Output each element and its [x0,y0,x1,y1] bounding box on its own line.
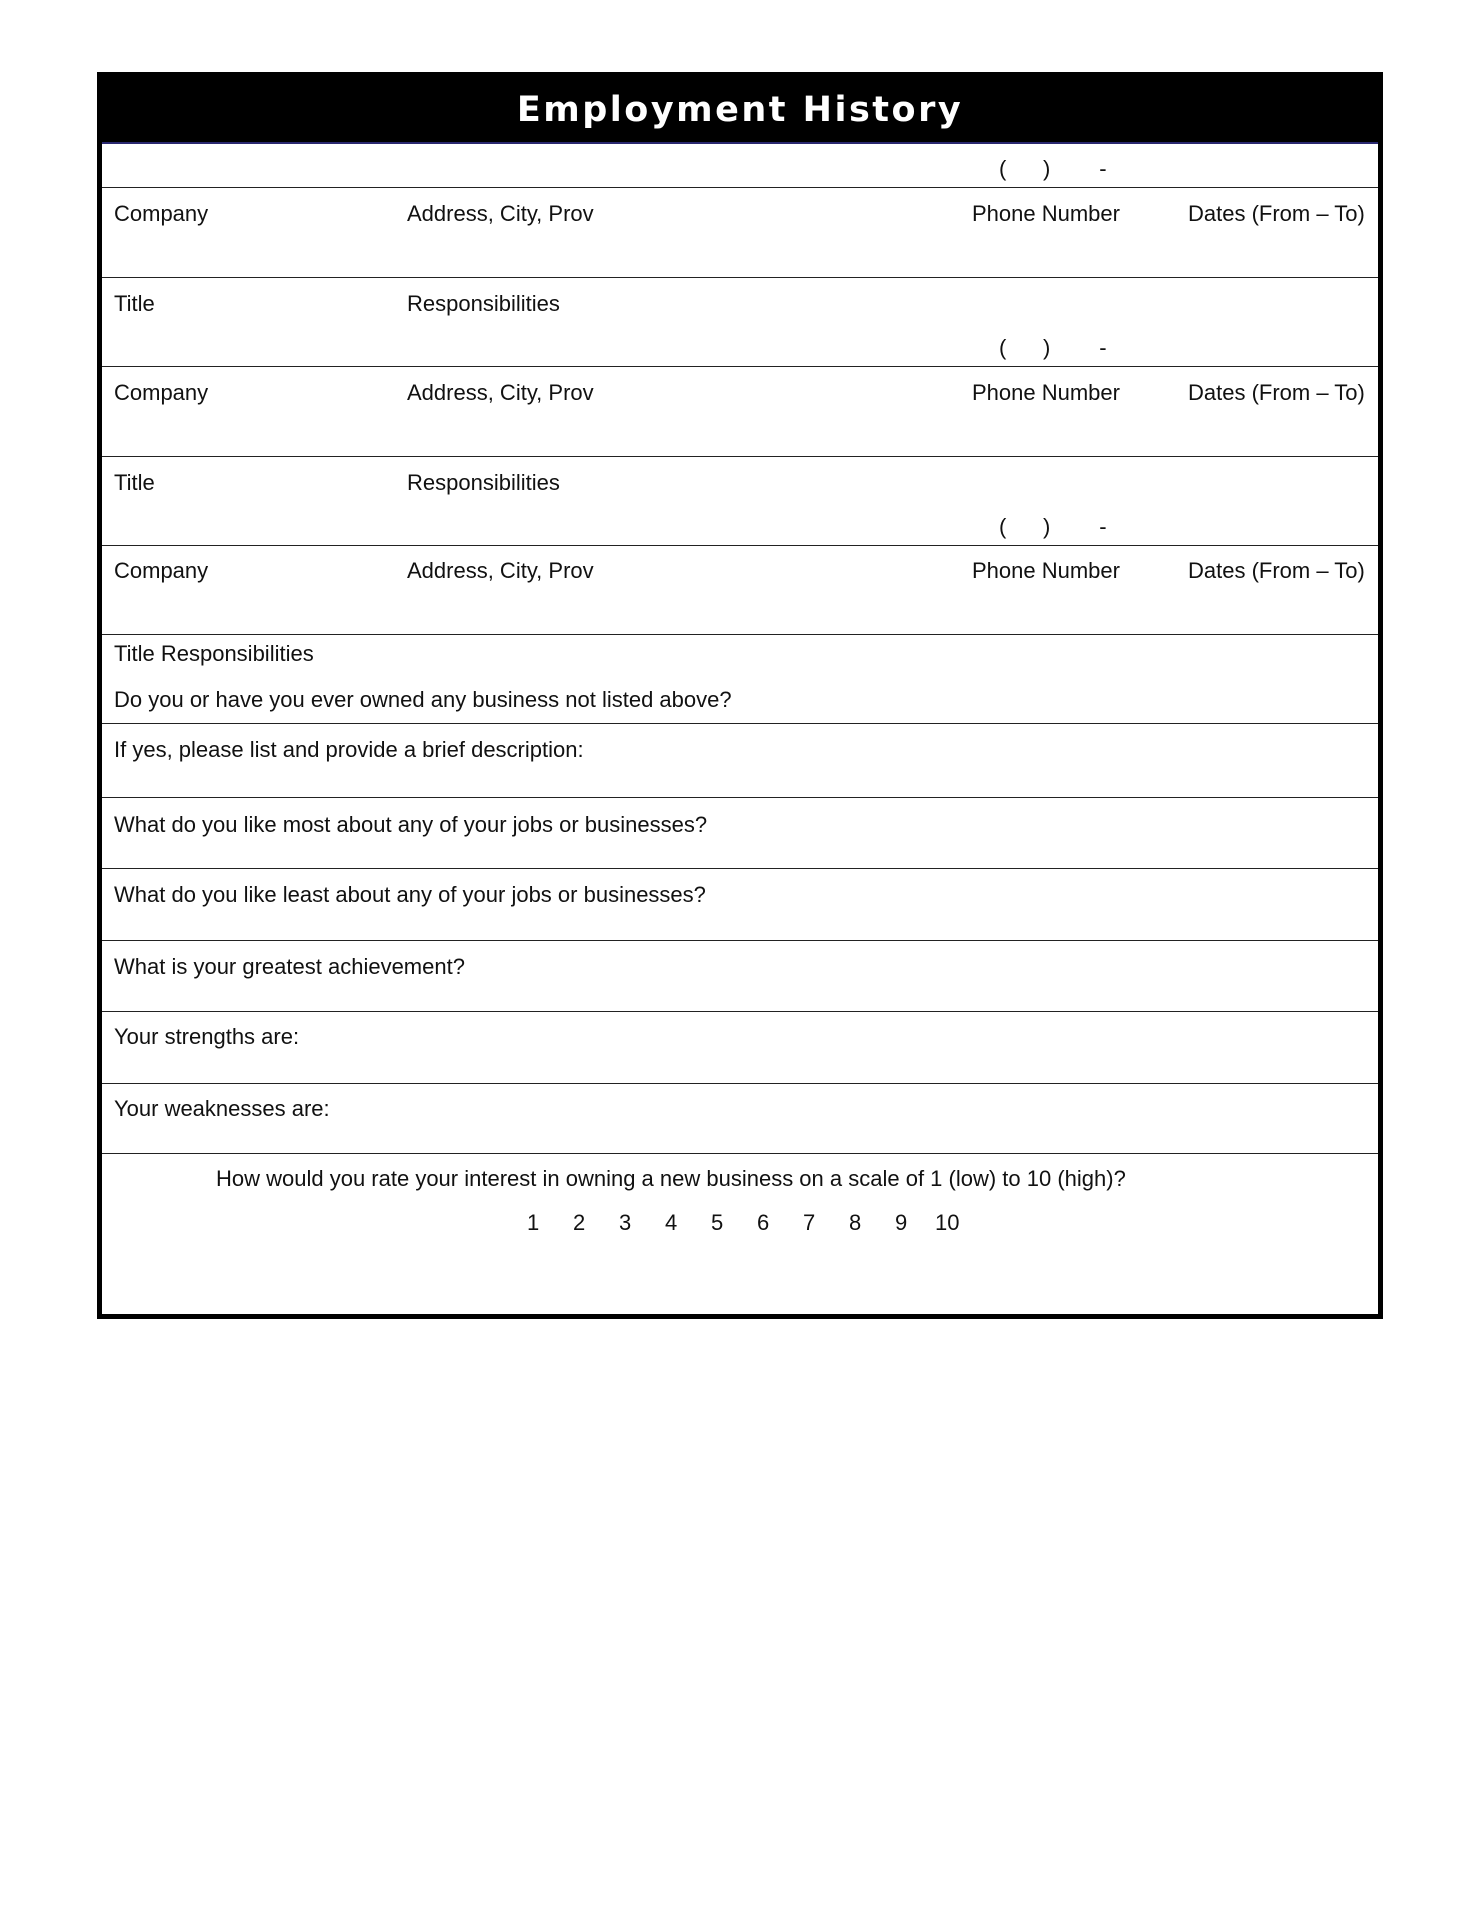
divider [102,456,1378,457]
phone-placeholder-1[interactable]: ( ) - [999,156,1107,181]
phone-label-3: Phone Number [972,558,1120,583]
address-label-2: Address, City, Prov [407,380,594,405]
divider [102,940,1378,941]
phone-label-2: Phone Number [972,380,1120,405]
phone-label-1: Phone Number [972,201,1120,226]
title-responsibilities-label-3: Title Responsibilities [114,641,314,666]
divider [102,797,1378,798]
list-description-question: If yes, please list and provide a brief description: [114,737,584,762]
rating-option[interactable]: 6 [757,1210,770,1235]
rating-option[interactable]: 1 [527,1210,540,1235]
rating-option[interactable]: 5 [711,1210,724,1235]
rating-option[interactable]: 4 [665,1210,678,1235]
divider [102,723,1378,724]
dates-label-2: Dates (From – To) [1188,380,1365,405]
company-label-1: Company [114,201,209,226]
responsibilities-label-1: Responsibilities [407,291,560,316]
owned-business-question: Do you or have you ever owned any business not listed above? [114,687,732,712]
rating-option[interactable]: 3 [619,1210,632,1235]
divider [102,545,1378,546]
form-title: Employment History [102,77,1378,144]
rating-option[interactable]: 8 [849,1210,862,1235]
greatest-achievement-question: What is your greatest achievement? [114,954,465,979]
company-label-3: Company [114,558,209,583]
dates-label-1: Dates (From – To) [1188,201,1365,226]
rating-option[interactable]: 7 [803,1210,816,1235]
divider [102,277,1378,278]
rating-option[interactable]: 9 [895,1210,908,1235]
title-label-1: Title [114,291,155,316]
employment-history-form [97,72,1383,1319]
title-label-2: Title [114,470,155,495]
weaknesses-question: Your weaknesses are: [114,1096,330,1121]
divider [102,366,1378,367]
like-most-question: What do you like most about any of your jobs or businesses? [114,812,708,837]
interest-rating-question: How would you rate your interest in owning a new business on a scale of 1 (low) to 10 (high)? [216,1166,1126,1191]
phone-placeholder-3[interactable]: ( ) - [999,514,1107,539]
divider [102,868,1378,869]
address-label-3: Address, City, Prov [407,558,594,583]
responsibilities-label-2: Responsibilities [407,470,560,495]
divider [102,634,1378,635]
divider [102,1153,1378,1154]
dates-label-3: Dates (From – To) [1188,558,1365,583]
address-label-1: Address, City, Prov [407,201,594,226]
rating-option[interactable]: 2 [573,1210,586,1235]
like-least-question: What do you like least about any of your jobs or businesses? [114,882,706,907]
strengths-question: Your strengths are: [114,1024,300,1049]
divider [102,1083,1378,1084]
phone-placeholder-2[interactable]: ( ) - [999,335,1107,360]
divider [102,1011,1378,1012]
rating-option[interactable]: 10 [935,1210,960,1235]
divider [102,187,1378,188]
company-label-2: Company [114,380,209,405]
